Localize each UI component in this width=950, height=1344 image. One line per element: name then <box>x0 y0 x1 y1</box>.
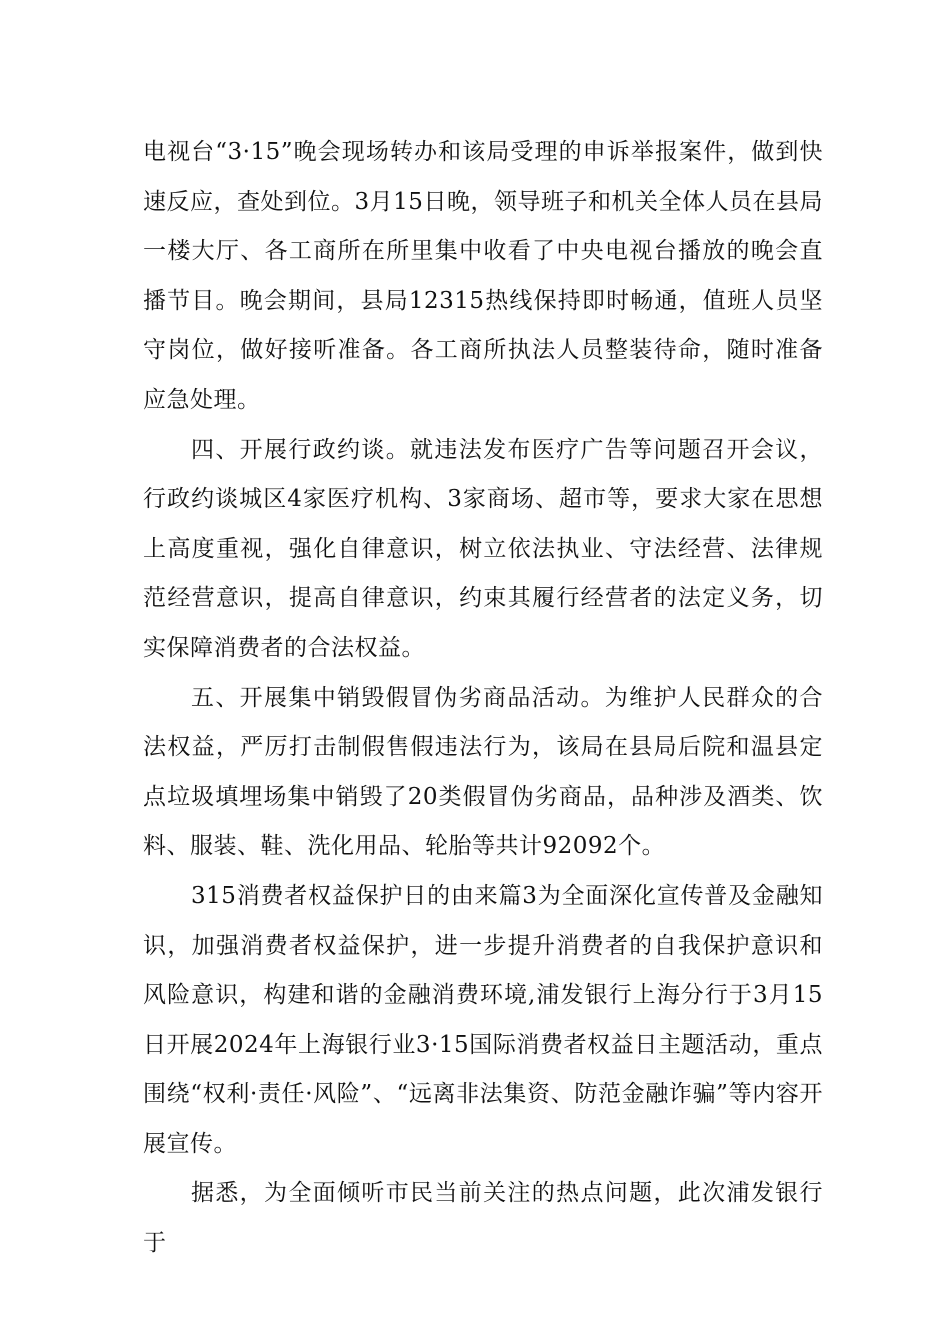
paragraph-administrative-interview: 四、开展行政约谈。就违法发布医疗广告等问题召开会议，行政约谈城区4家医疗机构、3家商场、超市等，要求大家在思想上高度重视，强化自律意识，树立依法执业、守法经营、法律规范经营意识，提高自律意识，约束其履行经营者的法定义务，切实保障消费者的合法权益。 <box>143 436 823 661</box>
paragraph-spdb-hotspot: 据悉，为全面倾听市民当前关注的热点问题，此次浦发银行于 <box>143 1180 823 1257</box>
paragraph-tv-gala-response: 电视台“3·15”晚会现场转办和该局受理的申诉举报案件，做到快速反应，查处到位。3月15日晚，领导班子和机关全体人员在县局一楼大厅、各工商所在所里集中收看了中央电视台播放的晚会直播节目。晚会期间，县局12315热线保持即时畅通，值班人员坚守岗位，做好接听准备。各工商所执法人员整装待命，随时准备应急处理。 <box>143 139 823 413</box>
paragraph-counterfeit-destruction: 五、开展集中销毁假冒伪劣商品活动。为维护人民群众的合法权益，严厉打击制假售假违法行为，该局在县局后院和温县定点垃圾填埋场集中销毁了20类假冒伪劣商品，品种涉及酒类、饮料、服装、鞋、洗化用品、轮胎等共计92092个。 <box>143 684 823 860</box>
paragraph-spdb-campaign: 315消费者权益保护日的由来篇3为全面深化宣传普及金融知识，加强消费者权益保护，进一步提升消费者的自我保护意识和风险意识，构建和谐的金融消费环境,浦发银行上海分行于3月15日开展2024年上海银行业3·15国际消费者权益日主题活动，重点围绕“权利·责任·风险”、“远离非法集资、防范金融诈骗”等内容开展宣传。 <box>143 882 823 1157</box>
document-body <box>143 128 823 1269</box>
